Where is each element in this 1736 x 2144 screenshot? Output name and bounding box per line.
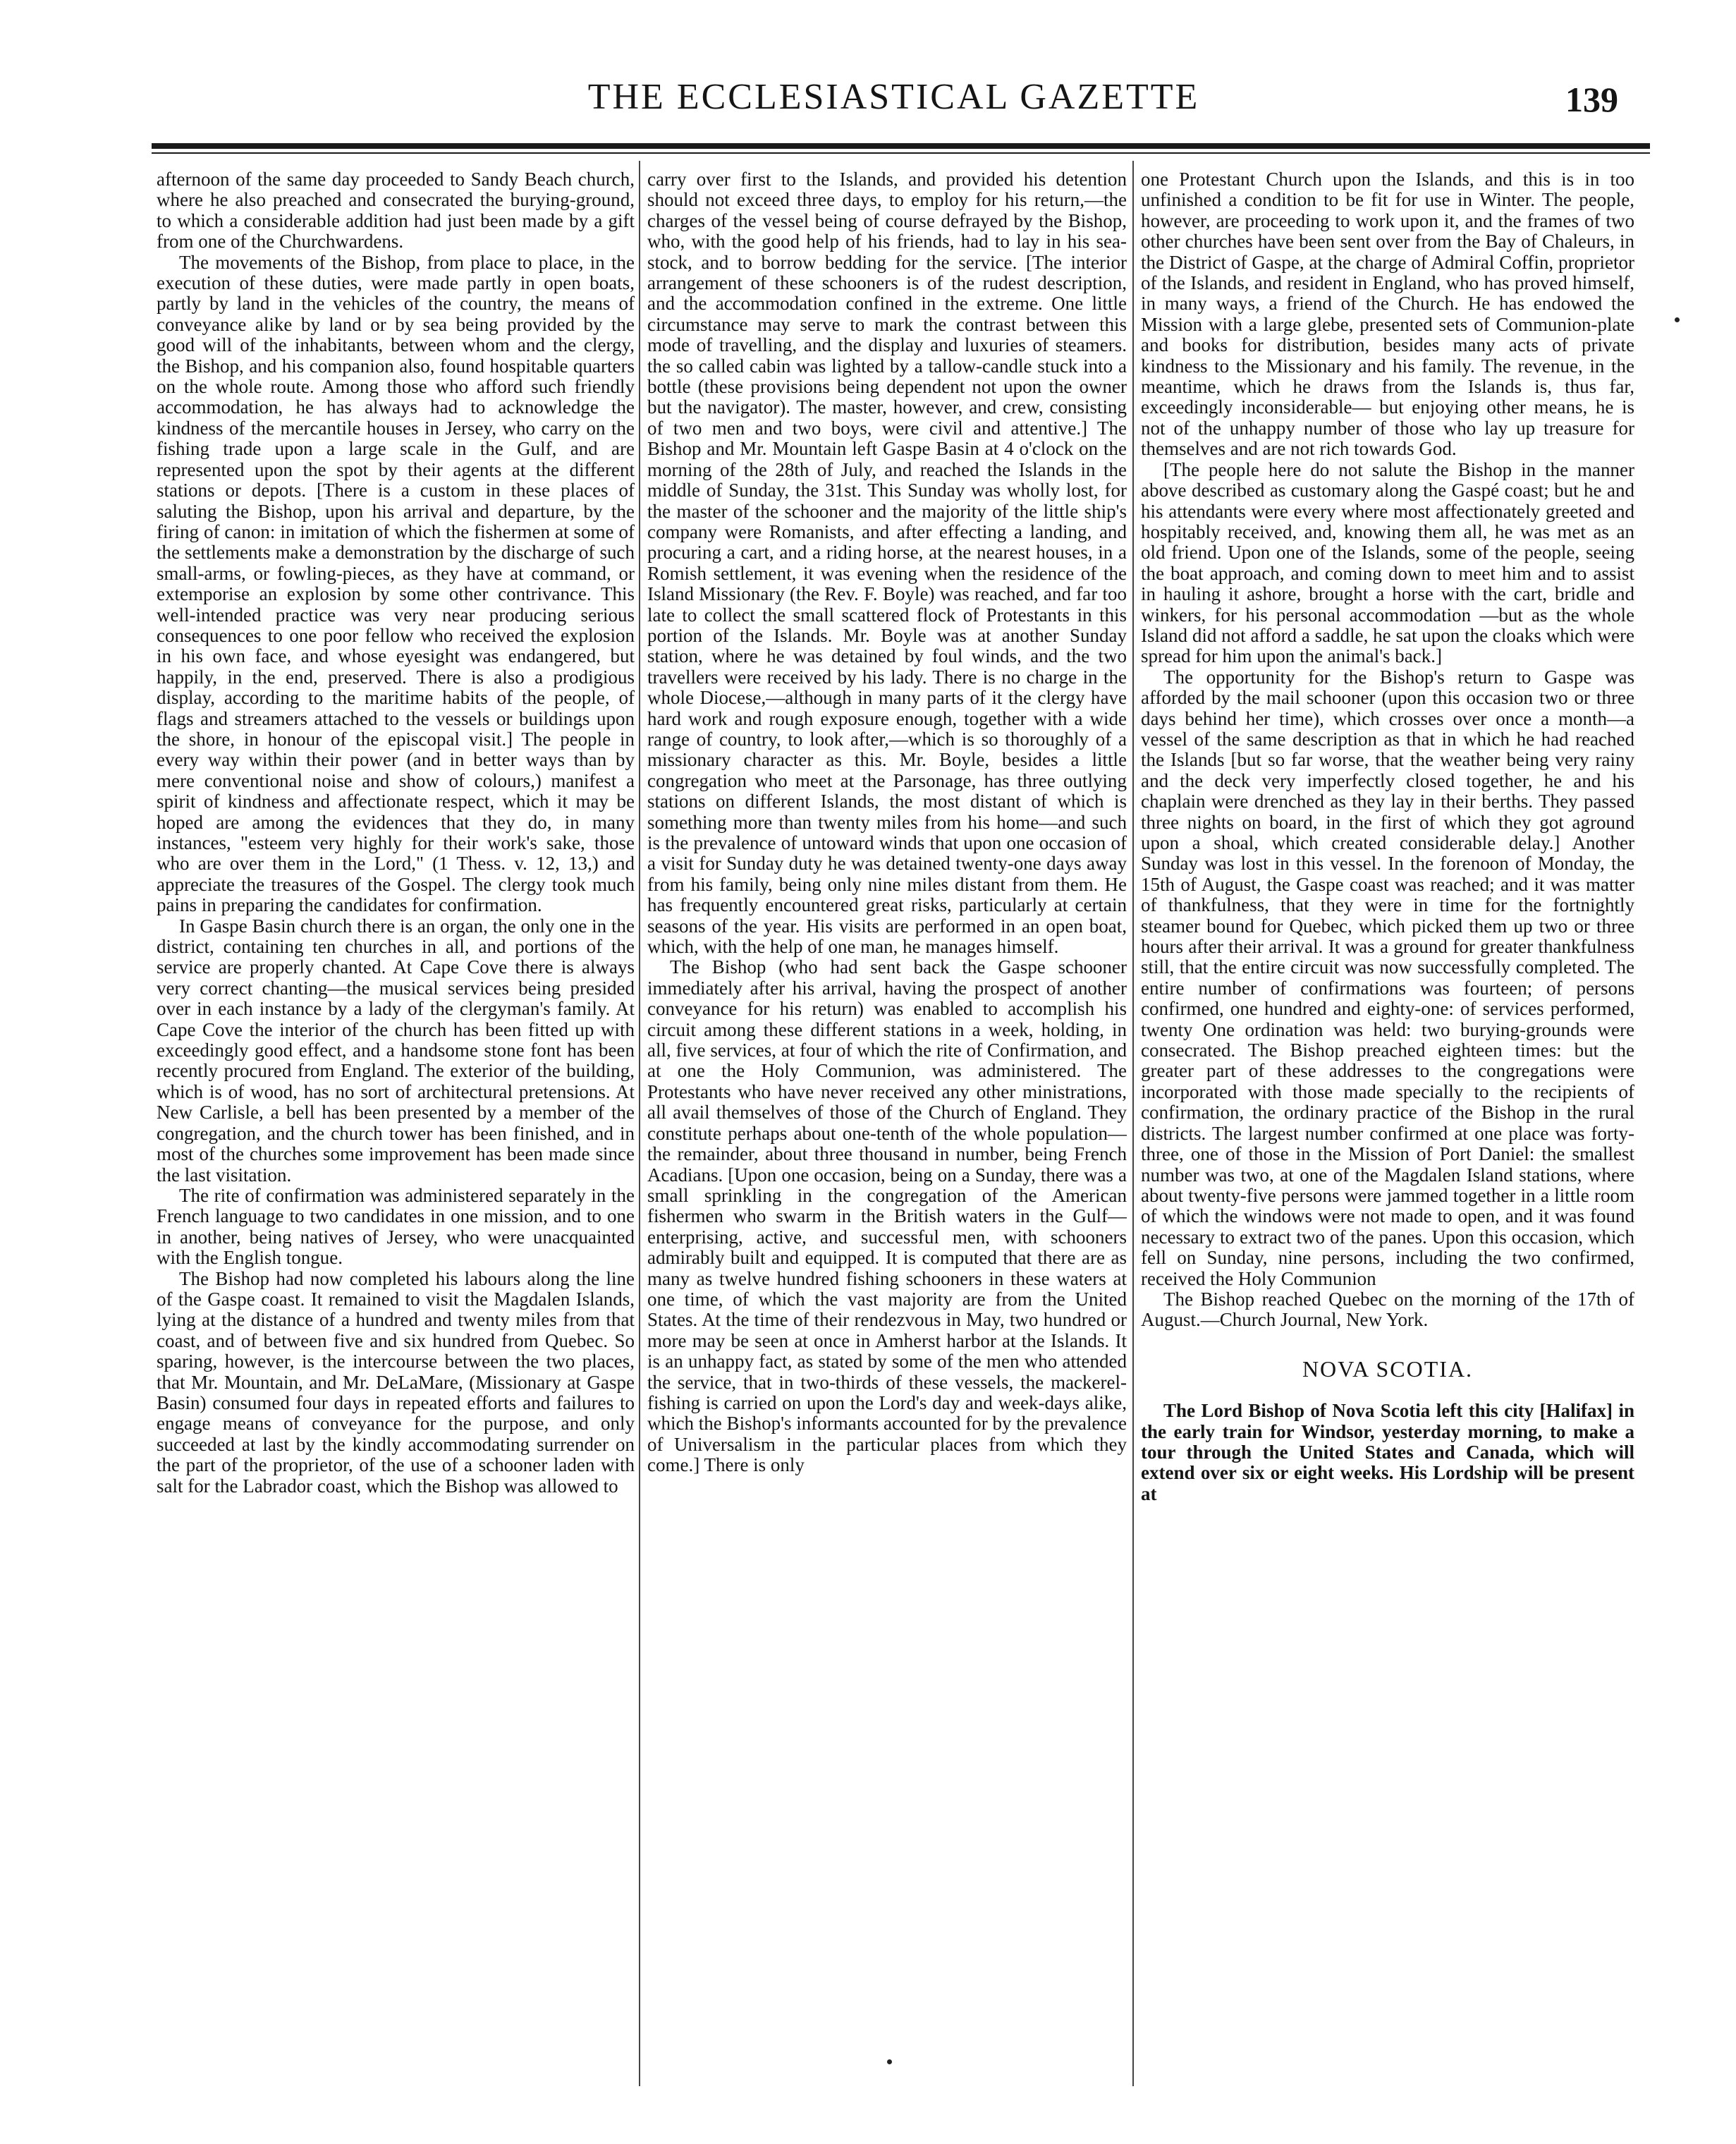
header-rule-thin [152, 152, 1650, 154]
page-number: 139 [1565, 80, 1618, 119]
paragraph: afternoon of the same day proceeded to Sandy Beach church, where he also preached and consecrated the burying-ground, to which a considerable addition had just been made by a gift from one of the Churchwardens. [157, 169, 635, 252]
column-divider [1132, 161, 1134, 2086]
column-1 [157, 169, 635, 2088]
paragraph: The Bishop had now completed his labours along the line of the Gaspe coast. It remained to visit the Magdalen Islands, lying at the distance of a hundred and twenty miles from that coast, and of between five and six hundred from Quebec. So sparing, however, is the intercourse between the two places, that Mr. Mountain, and Mr. DeLaMare, (Missionary at Gaspe Basin) consumed four days in repeated efforts and failures to engage means of conveyance for the purpose, and only succeeded at last by the kindly accommodating surrender on the part of the proprietor, of the use of a schooner laden with salt for the Labrador coast, which the Bishop was allowed to [157, 1267, 635, 1497]
paragraph: The Lord Bishop of Nova Scotia left this city [Halifax] in the early train for Windsor, yesterday morning, to make a tour through the United States and Canada, which will extend over six or eight weeks. His Lordship will be present at [1141, 1400, 1634, 1504]
column-3 [1141, 169, 1634, 2088]
paragraph: The rite of confirmation was administered separately in the French language to two candidates in one mission, and to one in another, being natives of Jersey, who were unacquainted with the English tongue. [157, 1184, 635, 1269]
journal-title: THE ECCLESIASTICAL GAZETTE [587, 77, 1200, 117]
paragraph: carry over first to the Islands, and provided his detention should not exceed three days, to employ for his return,—the charges of the vessel being of course defrayed by the Bishop, who, with the good help of his friends, had to lay in his sea-stock, and to borrow bedding for the service. [The interior arrangement of these schooners is of the rudest description, and the accommodation confined in the extreme. One little circumstance may serve to mark the contrast between this mode of travelling, and the display and luxuries of steamers. the so called cabin was lighted by a tallow-candle stuck into a bottle (these provisions being dependent not upon the owner but the navigator). The master, however, and crew, consisting of two men and two boys, were civil and attentive.] The Bishop and Mr. Mountain left Gaspe Basin at 4 o'clock on the morning of the 28th of July, and reached the Islands in the middle of Sunday, the 31st. This Sunday was wholly lost, for the master of the schooner and the majority of the little ship's company were Romanists, and after effecting a landing, and procuring a cart, and a riding horse, at the nearest houses, in a Romish settlement, it was evening when the residence of the Island Missionary (the Rev. F. Boyle) was reached, and far too late to collect the small scattered flock of Protestants in this portion of the Islands. Mr. Boyle was at another Sunday station, where he was detained by foul winds, and the two travellers were received by his lady. There is no charge in the whole Diocese,—although in many parts of it the clergy have hard work and rough exposure enough, together with a wide range of country, to look after,—which is so thoroughly of a missionary character as this. Mr. Boyle, besides a little congregation who meet at the Parsonage, has three outlying stations on different Islands, the most distant of which is something more than twenty miles from his home—and such is the prevalence of untoward winds that upon one occasion of a visit for Sunday duty he was detained twenty-one days away from his family, being only nine miles distant from them. He has frequently encountered great risks, particularly at certain seasons of the year. His visits are performed in an open boat, which, with the help of one man, he manages himself. [647, 169, 1127, 958]
print-speck [1675, 317, 1680, 322]
print-speck [887, 2059, 892, 2064]
paragraph: The movements of the Bishop, from place to place, in the execution of these duties, were made partly in open boats, partly by land in the vehicles of the country, the means of conveyance alike by land or by sea being provided by the good will of the inhabitants, between whom and the clergy, the Bishop, and his companion also, found hospitable quarters on the whole route. Among those who afford such friendly accommodation, he has always had to acknowledge the kindness of the mercantile houses in Jersey, who carry on the fishing trade upon a large scale in the Gulf, and are represented upon the spot by their agents at the different stations or depots. [There is a custom in these places of saluting the Bishop, upon his arrival and departure, by the firing of canon: in imitation of which the fishermen at some of the settlements make a demonstration by the discharge of such small-arms, or fowling-pieces, as they have at command, or extemporise an explosion by some other contrivance. This well-intended practice was very near producing serious consequences to one poor fellow who received the explosion in his own face, and whose eyesight was endangered, but happily, in the end, preserved. There is also a prodigious display, according to the maritime habits of the people, of flags and streamers attached to the vessels or buildings upon the shore, in honour of the episcopal visit.] The people in every way within their power (and in better ways than by mere conventional noise and show of colours,) manifest a spirit of kindness and affectionate respect, which it may be hoped are among the evidences that they do, in many instances, "esteem very highly for their work's sake, those who are over them in the Lord," (1 Thess. v. 12, 13,) and appreciate the treasures of the Gospel. The clergy took much pains in preparing the candidates for confirmation. [157, 251, 635, 916]
column-divider [639, 161, 640, 2086]
section-heading: NOVA SCOTIA. [1302, 1356, 1474, 1382]
header-rule-thick [152, 143, 1650, 149]
paragraph: The opportunity for the Bishop's return to Gaspe was afforded by the mail schooner (upon this occasion two or three days behind her time), which crosses over once a month—a vessel of the same description as that in which he had reached the Islands [but so far worse, that the weather being very rainy and the deck very imperfectly closed together, he and his chaplain were drenched as they lay in their berths. They passed three nights on board, in the first of which they got aground upon a shoal, which created considerable delay.] Another Sunday was lost in this vessel. In the forenoon of Monday, the 15th of August, the Gaspe coast was reached; and it was matter of thankfulness, that they were in time for the fortnightly steamer bound for Quebec, which picked them up two or three hours after their arrival. It was a ground for greater thankfulness still, that the entire circuit was now successfully completed. The entire number of confirmations was fourteen; of persons confirmed, one hundred and eighty-one: of services performed, twenty One ordination was held: two burying-grounds were consecrated. The Bishop preached eighteen times: but the greater part of these addresses to the congregations were incorporated with those made specially to the recipients of confirmation, the ordinary practice of the Bishop in the rural districts. The largest number confirmed at one place was forty-three, one of those in the Mission of Port Daniel: the smallest number was two, at one of the Magdalen Island stations, where about twenty-five persons were jammed together in a little room of which the windows were not made to open, and it was found necessary to extract two of the panes. Upon this occasion, which fell on Sunday, nine persons, including the two confirmed, received the Holy Communion [1141, 666, 1634, 1289]
paragraph: The Bishop (who had sent back the Gaspe schooner immediately after his arrival, having the prospect of another conveyance for his return) was enabled to accomplish his circuit among these different stations in a week, holding, in all, five services, at four of which the rite of Confirmation, and at one the Holy Communion, was administered. The Protestants who have never received any other ministrations, all avail themselves of those of the Church of England. They constitute perhaps about one-tenth of the whole population—the remainder, about three thousand in number, being French Acadians. [Upon one occasion, being on a Sunday, there was a small sprinkling in the congregation of the American fishermen who swarm in the British waters in the Gulf—enterprising, active, and successful men, with schooners admirably built and equipped. It is computed that there are as many as twelve hundred fishing schooners in these waters at one time, of which the vast majority are from the United States. At the time of their rendezvous in May, two hundred or more may be seen at once in Amherst harbor at the Islands. It is an unhappy fact, as stated by some of the men who attended the service, that in two-thirds of these vessels, the mackerel-fishing is carried on upon the Lord's day and week-days alike, which the Bishop's informants accounted for by the prevalence of Universalism in the particular places from which they come.] There is only [647, 956, 1127, 1476]
page-header [141, 76, 1646, 133]
paragraph: [The people here do not salute the Bishop in the manner above described as customary along the Gaspé coast; but he and his attendants were every where most affectionately greeted and hospitably received, and, knowing them all, he was met as an old friend. Upon one of the Islands, some of the people, seeing the boat approach, and coming down to meet him and to assist in hauling it ashore, brought a horse with the cart, bridle and winkers, for his personal accommodation —but as the whole Island did not afford a saddle, he sat upon the cloaks which were spread for him upon the animal's back.] [1141, 458, 1634, 667]
paragraph: In Gaspe Basin church there is an organ, the only one in the district, containing ten churches in all, and portions of the service are properly chanted. At Cape Cove there is always very correct chanting—the musical services being presided over in each instance by a lady of the clergyman's family. At Cape Cove the interior of the church has been fitted up with exceedingly good effect, and a handsome stone font has been recently procured from England. The exterior of the building, which is of wood, has no sort of architectural pretensions. At New Carlisle, a bell has been presented by a member of the congregation, and the church tower has been finished, and in most of the churches some improvement has been made since the last visitation. [157, 915, 635, 1186]
paragraph: The Bishop reached Quebec on the morning of the 17th of August.—Church Journal, New York. [1141, 1288, 1634, 1331]
paragraph: one Protestant Church upon the Islands, and this is in too unfinished a condition to be fit for use in Winter. The people, however, are proceeding to work upon it, and the frames of two other churches have been sent over from the Bay of Chaleurs, in the District of Gaspe, at the charge of Admiral Coffin, proprietor of the Islands, and resident in England, who has proved himself, in many ways, a friend of the Church. He has endowed the Mission with a large glebe, presented sets of Communion-plate and books for distribution, besides many acts of private kindness to the Missionary and his family. The revenue, in the meantime, which he draws from the Islands is, thus far, exceedingly inconsiderable— but enjoying other means, he is not of the unhappy number of those who lay up treasure for themselves and are not rich towards God. [1141, 169, 1634, 460]
column-2 [647, 169, 1127, 2088]
